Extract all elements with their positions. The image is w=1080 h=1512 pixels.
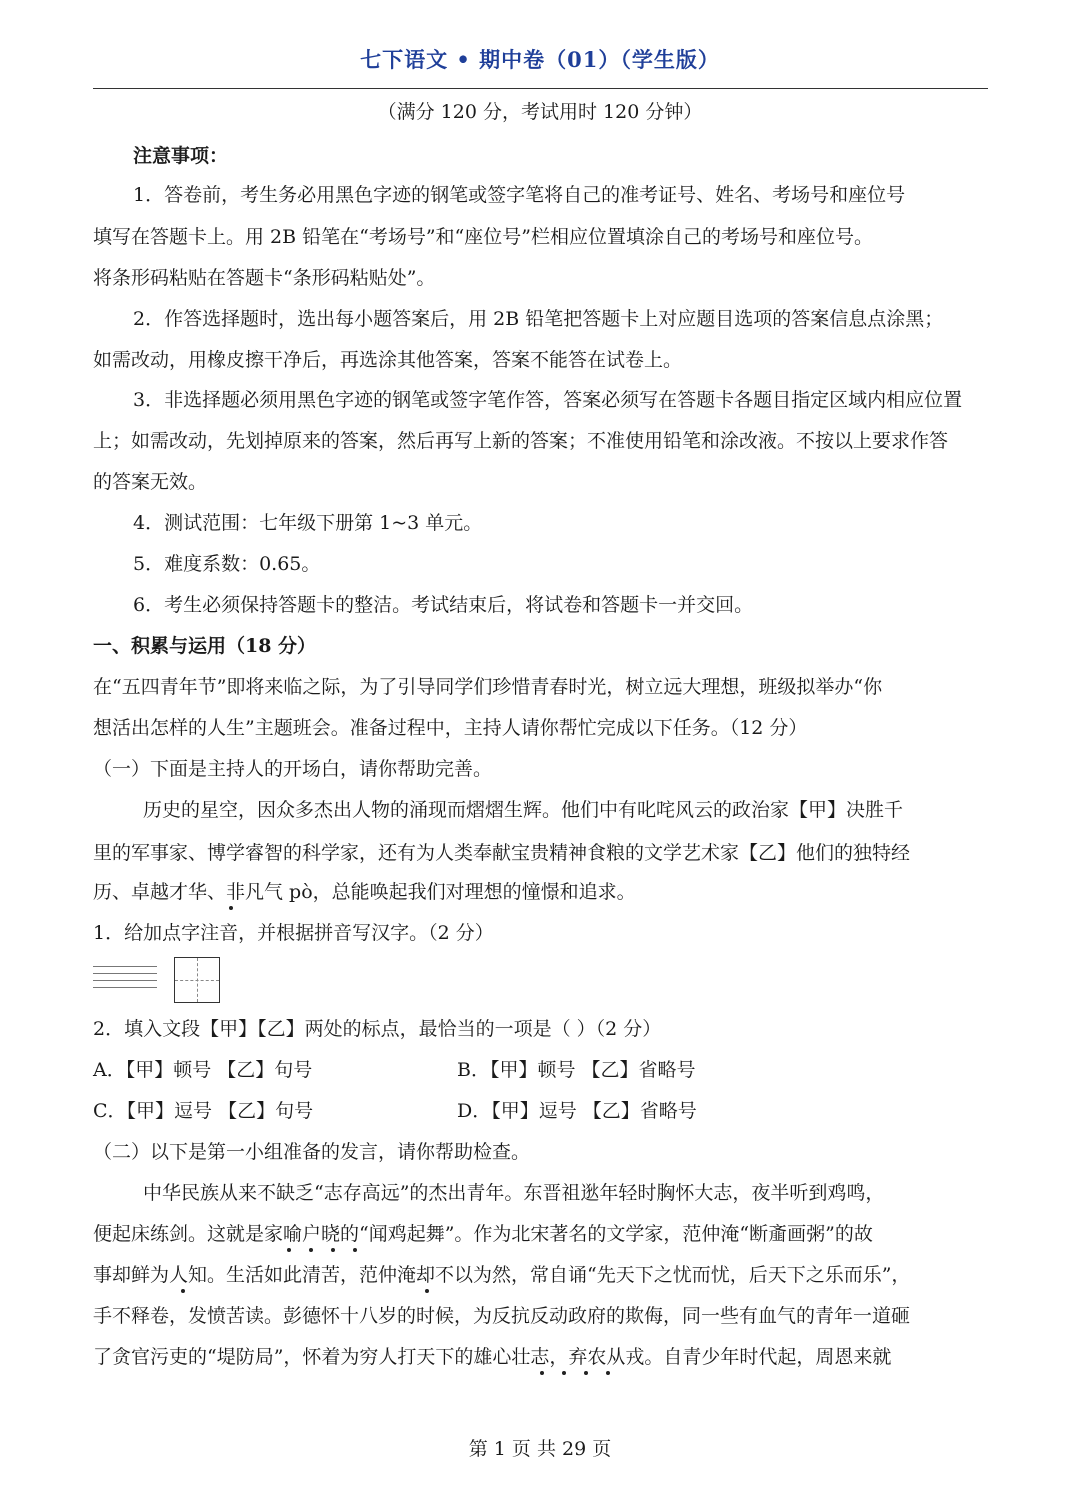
section-intro-line: 在“五四青年节”即将来临之际，为了引导同学们珍惜青春时光，树立远大理想，班级拟举办“你 — [93, 676, 883, 698]
emphasis-dot — [181, 1289, 185, 1293]
question-2: 2．填入文段【甲】【乙】两处的标点，最恰当的一项是（ ）（2 分） — [93, 1018, 662, 1040]
notice-line: 填写在答题卡上。用 2B 铅笔在“考场号”和“座位号”栏相应位置填涂自己的考场号和座位号。 — [93, 226, 873, 248]
passage-line: 便起床练剑。这就是家喻户晓的“闻鸡起舞”。作为北宋著名的文学家，范仲淹“断齑画粥”的故 — [93, 1223, 873, 1245]
emphasis-dot — [229, 906, 233, 910]
emphasis-dot — [309, 1248, 313, 1252]
exam-subtitle: （满分 120 分，考试用时 120 分钟） — [377, 101, 703, 123]
emphasis-dot — [425, 1289, 429, 1293]
emphasis-dot — [540, 1371, 544, 1375]
header-divider — [93, 88, 988, 89]
notice-line: 2．作答选择题时，选出每小题答案后，用 2B 铅笔把答题卡上对应题目选项的答案信息点涂黑； — [133, 308, 944, 330]
notice-line: 4．测试范围：七年级下册第 1~3 单元。 — [133, 512, 483, 534]
notice-line: 上；如需改动，先划掉原来的答案，然后再写上新的答案；不准使用铅笔和涂改液。不按以上要求作答 — [93, 430, 949, 452]
notice-line: 6．考生必须保持答题卡的整洁。考试结束后，将试卷和答题卡一并交回。 — [133, 594, 754, 616]
option-d[interactable]: D．【甲】逗号 【乙】省略号 — [457, 1100, 697, 1122]
passage-line: 了贪官污吏的“堤防局”，怀着为穷人打天下的雄心壮志，弃农从戎。自青少年时代起，周恩来就 — [93, 1346, 892, 1368]
passage-line: 事却鲜为人知。生活如此清苦，范仲淹却不以为然，常自诵“先天下之忧而忧，后天下之乐而乐”， — [93, 1264, 911, 1286]
character-grid-box[interactable] — [174, 957, 220, 1003]
part-heading: （二）以下是第一小组准备的发言，请你帮助检查。 — [93, 1141, 531, 1163]
section-heading: 一、积累与运用（18 分） — [93, 635, 317, 657]
passage-line: 历史的星空，因众多杰出人物的涌现而熠熠生辉。他们中有叱咤风云的政治家【甲】决胜千 — [143, 799, 904, 821]
emphasis-dot — [287, 1248, 291, 1252]
emphasis-dot — [353, 1248, 357, 1252]
question-1: 1．给加点字注音，并根据拼音写汉字。（2 分） — [93, 922, 494, 944]
page-number: 第 1 页 共 29 页 — [468, 1438, 612, 1460]
option-a[interactable]: A．【甲】顿号 【乙】句号 — [93, 1059, 313, 1081]
notice-line: 5．难度系数：0.65。 — [133, 553, 321, 575]
emphasis-dot — [331, 1248, 335, 1252]
passage-line: 中华民族从来不缺乏“志存高远”的杰出青年。东晋祖逖年轻时胸怀大志，夜半听到鸡鸣， — [143, 1182, 885, 1204]
emphasis-dot — [562, 1371, 566, 1375]
answer-line-blank[interactable] — [93, 966, 157, 996]
emphasis-dot — [584, 1371, 588, 1375]
part-heading: （一）下面是主持人的开场白，请你帮助完善。 — [93, 758, 493, 780]
section-intro-line: 想活出怎样的人生”主题班会。准备过程中，主持人请你帮忙完成以下任务。（12 分） — [93, 717, 808, 739]
option-b[interactable]: B．【甲】顿号 【乙】省略号 — [457, 1059, 696, 1081]
option-c[interactable]: C．【甲】逗号 【乙】句号 — [93, 1100, 314, 1122]
emphasis-dot — [606, 1371, 610, 1375]
notice-line: 如需改动，用橡皮擦干净后，再选涂其他答案，答案不能答在试卷上。 — [93, 349, 683, 371]
passage-line: 手不释卷，发愤苦读。彭德怀十八岁的时候，为反抗反动政府的欺侮，同一些有血气的青年一道砸 — [93, 1305, 911, 1327]
page-title: 七下语文 • 期中卷（01）（学生版） — [360, 47, 720, 72]
notice-line: 的答案无效。 — [93, 471, 208, 493]
notice-heading: 注意事项： — [133, 145, 229, 167]
passage-line: 里的军事家、博学睿智的科学家，还有为人类奉献宝贵精神食粮的文学艺术家【乙】他们的独特经 — [93, 842, 911, 864]
notice-line: 3．非选择题必须用黑色字迹的钢笔或签字笔作答，答案必须写在答题卡各题目指定区域内相应位置 — [133, 389, 963, 411]
passage-line: 历、卓越才华、非凡气 pò，总能唤起我们对理想的憧憬和追求。 — [93, 881, 636, 903]
notice-line: 将条形码粘贴在答题卡“条形码粘贴处”。 — [93, 267, 436, 289]
notice-line: 1．答卷前，考生务必用黑色字迹的钢笔或签字笔将自己的准考证号、姓名、考场号和座位号 — [133, 184, 906, 206]
